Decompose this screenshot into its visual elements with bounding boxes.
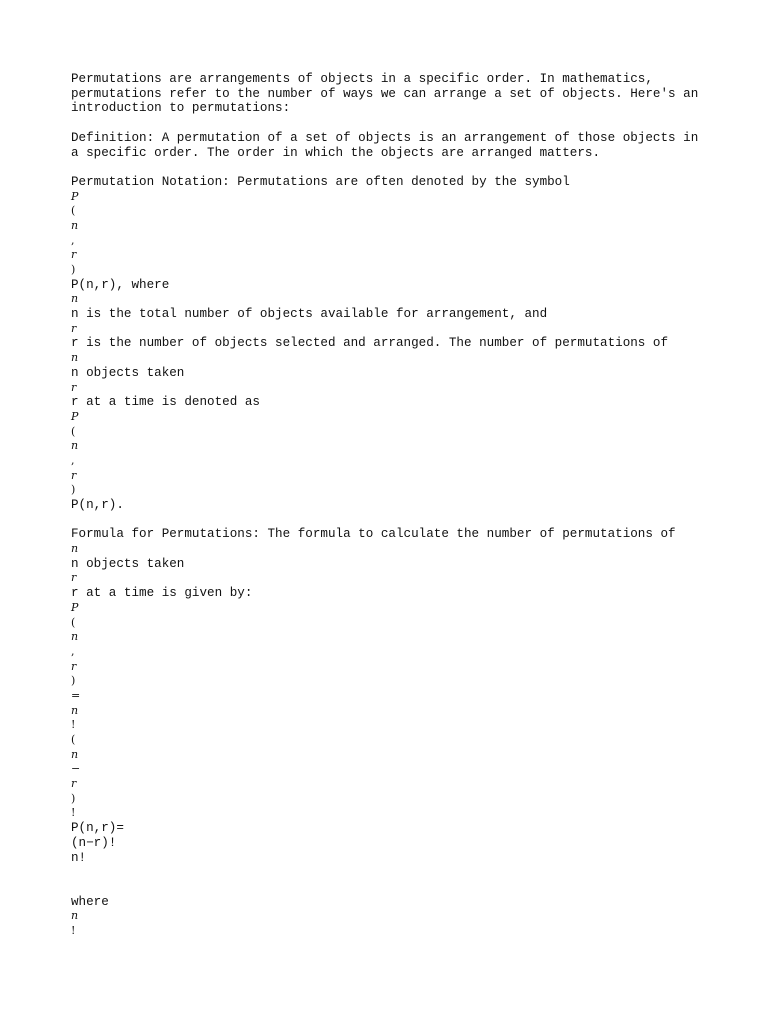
math-identifier: P (71, 189, 79, 203)
math-operator: ) (71, 674, 76, 688)
math-identifier: r (71, 777, 77, 791)
paragraph-gap (71, 513, 711, 528)
formula-section (71, 527, 711, 938)
math-operator: , (71, 453, 75, 467)
paragraph-gap (71, 160, 711, 175)
math-operator: ( (71, 733, 76, 747)
text-line: n is the total number of objects available for arrangement, and (71, 307, 548, 322)
math-identifier: n (71, 542, 79, 556)
text-line: n objects taken (71, 365, 185, 380)
math-identifier: P (71, 409, 79, 423)
math-identifier: r (71, 380, 77, 394)
paragraph-gap (71, 116, 711, 131)
math-identifier: r (71, 321, 77, 335)
text-line: where (71, 894, 109, 909)
math-operator: − (71, 762, 81, 776)
text-line: n! (71, 850, 87, 865)
text-line: P(n,r). (71, 498, 124, 513)
math-identifier: P (71, 600, 79, 614)
math-operator: ) (71, 263, 76, 277)
math-operator: , (71, 233, 75, 247)
math-identifier: n (71, 909, 79, 923)
math-identifier: n (71, 703, 79, 717)
math-identifier: n (71, 292, 79, 306)
math-identifier: n (71, 747, 79, 761)
math-operator: , (71, 644, 75, 658)
text-line: r is the number of objects selected and arranged. The number of permutations of (71, 336, 669, 351)
notation-section (71, 175, 711, 513)
math-operator: ) (71, 791, 76, 805)
math-identifier: r (71, 659, 77, 673)
math-operator: ( (71, 424, 76, 438)
definition-paragraph: Definition: A permutation of a set of objects is an arrangement of those objects in a specific order. The order in which the objects are arranged matters. (71, 130, 706, 160)
intro-paragraph: Permutations are arrangements of objects in a specific order. In mathematics, permutations refer to the number of ways we can arrange a set of objects. Here's an introduction to permutations: (71, 72, 706, 116)
blank-line (71, 880, 711, 895)
math-identifier: n (71, 630, 79, 644)
math-operator: ! (71, 718, 76, 732)
math-identifier: n (71, 439, 79, 453)
document-page (71, 72, 711, 939)
math-identifier: r (71, 248, 77, 262)
math-operator: ( (71, 204, 76, 218)
math-identifier: n (71, 218, 79, 232)
math-operator: ! (71, 806, 76, 820)
math-identifier: n (71, 351, 79, 365)
blank-line (71, 865, 711, 880)
text-line: P(n,r), where (71, 277, 170, 292)
math-operator: ) (71, 483, 76, 497)
math-operator: ! (71, 923, 76, 937)
text-line: Permutation Notation: Permutations are often denoted by the symbol (71, 174, 570, 189)
text-line: Formula for Permutations: The formula to calculate the number of permutations of (71, 527, 676, 542)
text-line: P(n,r)= (71, 821, 124, 836)
text-line: (n−r)! (71, 835, 117, 850)
text-line: n objects taken (71, 556, 185, 571)
text-line: r at a time is given by: (71, 586, 253, 601)
math-identifier: r (71, 468, 77, 482)
text-line: r at a time is denoted as (71, 395, 260, 410)
math-identifier: r (71, 571, 77, 585)
math-operator: ( (71, 615, 76, 629)
math-operator: = (71, 688, 81, 702)
